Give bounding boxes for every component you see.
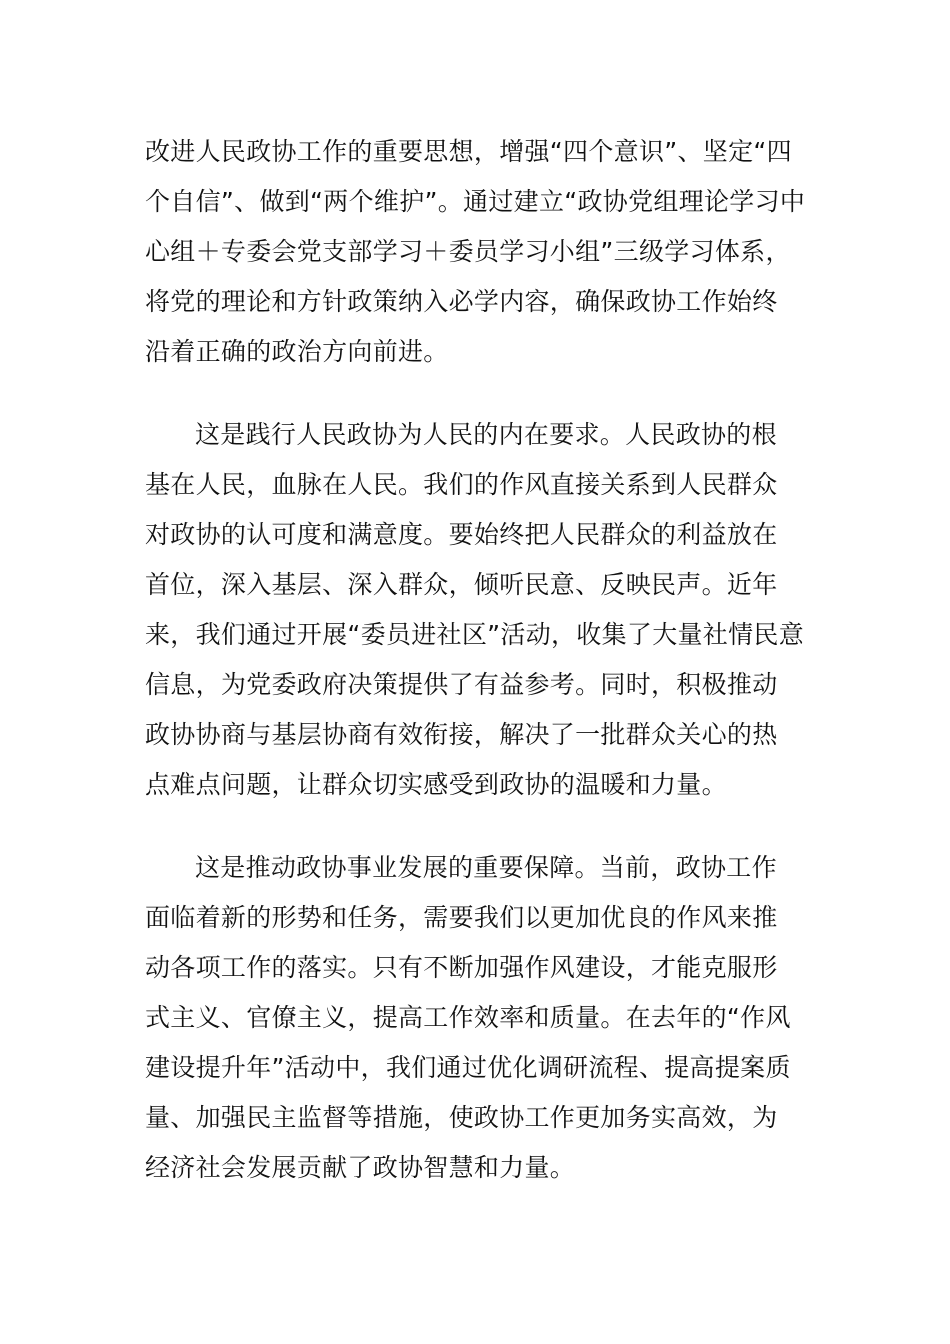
paragraph-line: 信息，为党委政府决策提供了有益参考。同时，积极推动 xyxy=(145,670,778,699)
paragraph-line: 式主义、官僚主义，提高工作效率和质量。在去年的“作风 xyxy=(145,1003,791,1032)
paragraph-line: 建设提升年”活动中，我们通过优化调研流程、提高提案质 xyxy=(145,1053,791,1082)
paragraph-1 xyxy=(145,127,805,377)
paragraph-line: 来，我们通过开展“委员进社区”活动，收集了大量社情民意 xyxy=(145,620,805,649)
paragraph-line: 改进人民政协工作的重要思想，增强“四个意识”、坚定“四 xyxy=(145,137,792,166)
paragraph-line: 面临着新的形势和任务，需要我们以更加优良的作风来推 xyxy=(145,903,778,932)
paragraph-3 xyxy=(145,843,805,1193)
paragraph-line: 动各项工作的落实。只有不断加强作风建设，才能克服形 xyxy=(145,953,778,982)
paragraph-line: 将党的理论和方针政策纳入必学内容，确保政协工作始终 xyxy=(145,287,778,316)
paragraph-line: 心组＋专委会党支部学习＋委员学习小组”三级学习体系， xyxy=(145,237,791,266)
paragraph-line: 点难点问题，让群众切实感受到政协的温暖和力量。 xyxy=(145,770,727,799)
paragraph-line: 对政协的认可度和满意度。要始终把人民群众的利益放在 xyxy=(145,520,778,549)
paragraph-line: 个自信”、做到“两个维护”。通过建立“政协党组理论学习中 xyxy=(145,187,806,216)
paragraph-line: 经济社会发展贡献了政协智慧和力量。 xyxy=(145,1153,576,1182)
paragraph-line: 政协协商与基层协商有效衔接，解决了一批群众关心的热 xyxy=(145,720,778,749)
paragraph-line: 量、加强民主监督等措施，使政协工作更加务实高效，为 xyxy=(145,1103,778,1132)
paragraph-line: 首位，深入基层、深入群众，倾听民意、反映民声。近年 xyxy=(145,570,778,599)
paragraph-line: 这是践行人民政协为人民的内在要求。人民政协的根 xyxy=(195,420,777,449)
paragraph-line: 这是推动政协事业发展的重要保障。当前，政协工作 xyxy=(195,853,777,882)
paragraph-line: 沿着正确的政治方向前进。 xyxy=(145,337,449,366)
paragraph-2 xyxy=(145,410,805,810)
paragraph-line: 基在人民，血脉在人民。我们的作风直接关系到人民群众 xyxy=(145,470,778,499)
